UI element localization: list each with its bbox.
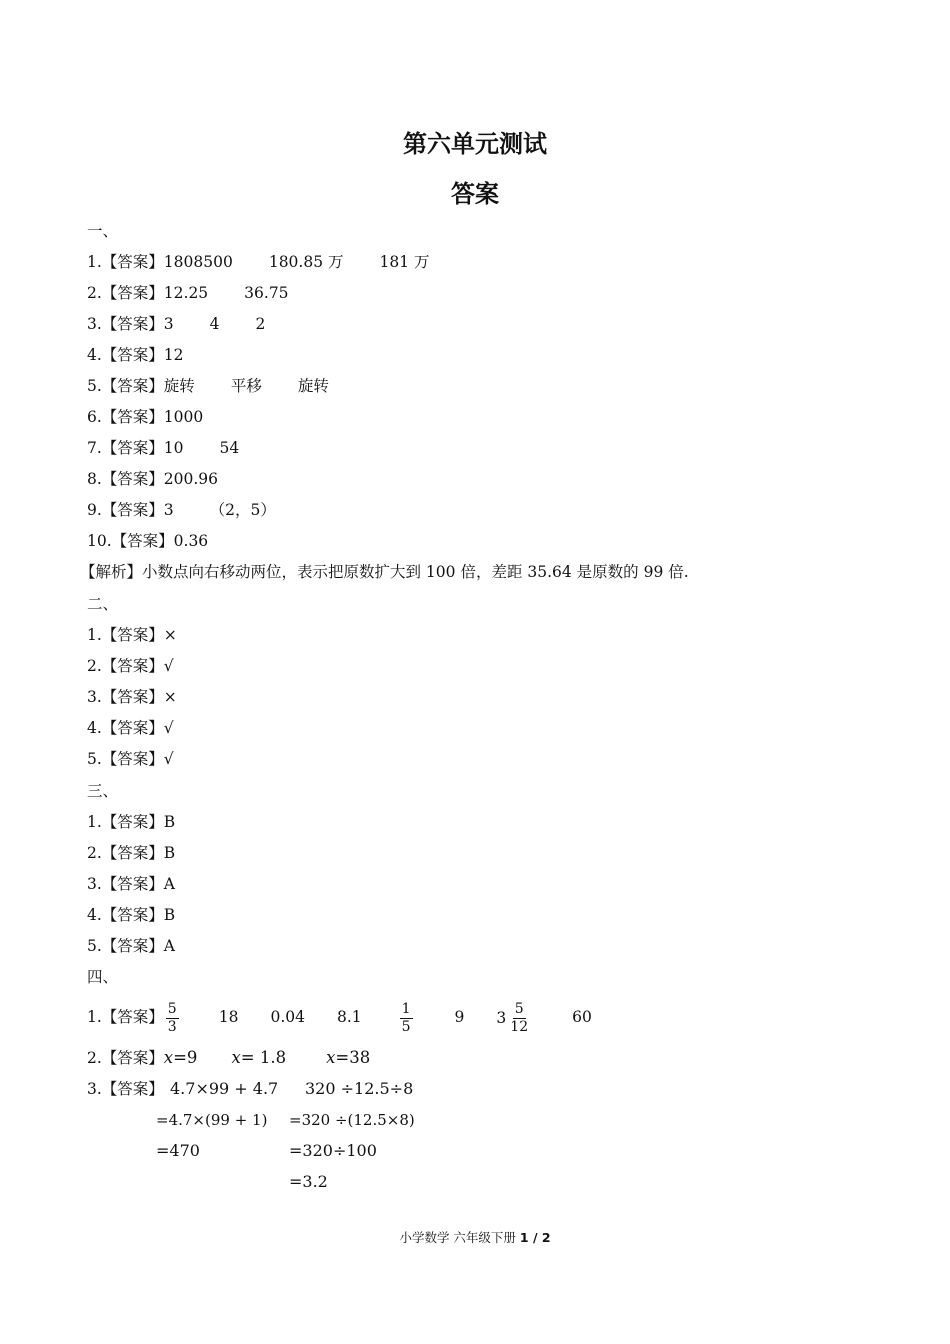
- answer-value: A: [163, 937, 175, 955]
- calc-left-step-2: =4.7×(99 + 1): [156, 1111, 268, 1129]
- answer-value: 54: [219, 439, 240, 457]
- answer-line-1-8: [87, 469, 218, 489]
- page-title: 第六单元测试: [403, 130, 547, 158]
- answer-line-4-2: [87, 1048, 370, 1068]
- answer-label: 1.【答案】: [87, 1008, 164, 1026]
- mixed-whole: 3: [496, 1009, 507, 1027]
- answer-line-2-1: [87, 625, 177, 645]
- calc-right-step-3: =320÷100: [289, 1141, 377, 1160]
- answer-value: =38: [335, 1048, 371, 1067]
- answer-value: 0.04: [270, 1008, 305, 1026]
- answer-value: √: [163, 750, 174, 768]
- answer-label: 3.【答案】: [87, 315, 164, 333]
- answer-value: √: [163, 719, 174, 737]
- section-heading-2: 二、: [87, 595, 119, 613]
- variable-x: x: [326, 1048, 336, 1067]
- answer-line-1-6: [87, 407, 203, 427]
- answer-line-1-7: [87, 438, 239, 458]
- answer-label: 8.【答案】: [87, 470, 164, 488]
- footer-text: 小学数学 六年级下册: [399, 1230, 520, 1245]
- answer-label: 9.【答案】: [87, 501, 164, 519]
- answer-value: B: [163, 813, 176, 831]
- answer-value: 旋转: [163, 377, 195, 395]
- answer-line-3-2: [87, 843, 175, 863]
- fraction-numerator: 5: [167, 1000, 177, 1017]
- answer-label: 10.【答案】: [87, 532, 174, 550]
- answer-value: 200.96: [163, 470, 219, 488]
- answer-label: 1.【答案】: [87, 253, 164, 271]
- answer-label: 2.【答案】: [87, 284, 164, 302]
- answer-label: 7.【答案】: [87, 439, 164, 457]
- answer-value: （2，5）: [209, 501, 276, 519]
- answer-value: 1808500: [163, 253, 233, 271]
- answer-line-1-5: [87, 376, 329, 396]
- fraction-denominator: 5: [401, 1018, 411, 1035]
- page-subtitle: 答案: [451, 180, 499, 208]
- answer-value: 1000: [163, 408, 204, 426]
- section-heading-3: 三、: [87, 782, 119, 800]
- answer-label: 6.【答案】: [87, 408, 164, 426]
- answer-line-1-1: [87, 252, 430, 272]
- fraction: [400, 1001, 413, 1036]
- answer-value: 旋转: [297, 377, 329, 395]
- answer-value: = 1.8: [240, 1048, 287, 1067]
- answer-value: 3: [163, 501, 174, 519]
- answer-line-1-3: [87, 314, 265, 334]
- answer-line-2-2: [87, 656, 174, 676]
- answer-value: 18: [218, 1008, 239, 1026]
- calc-left-step-3: =470: [156, 1141, 200, 1160]
- fraction: [508, 1001, 530, 1036]
- analysis-text: 【解析】小数点向右移动两位，表示把原数扩大到 100 倍，差距 35.64 是原数的 99 倍.: [80, 563, 689, 581]
- calc-right-step-4: =3.2: [289, 1172, 328, 1191]
- answer-label: 2.【答案】: [87, 1049, 164, 1067]
- page-footer: [0, 1228, 950, 1246]
- answer-line-1-2: [87, 283, 289, 303]
- answer-label: 5.【答案】: [87, 750, 164, 768]
- mixed-number: [496, 999, 532, 1037]
- answer-label: 1.【答案】: [87, 626, 164, 644]
- answer-value: 0.36: [173, 532, 209, 550]
- calc-right-step-1: 320 ÷12.5÷8: [305, 1079, 414, 1098]
- answer-value: =9: [173, 1048, 198, 1067]
- answer-label: 1.【答案】: [87, 813, 164, 831]
- answer-value: 平移: [230, 377, 262, 395]
- calc-left-step-1: 4.7×99 + 4.7: [170, 1079, 279, 1098]
- answer-label: 5.【答案】: [87, 377, 164, 395]
- answer-line-1-10: [87, 531, 208, 551]
- answer-line-3-5: [87, 936, 175, 956]
- answer-label: 3.【答案】: [87, 875, 164, 893]
- answer-value: 4: [209, 315, 220, 333]
- answer-label: 2.【答案】: [87, 844, 164, 862]
- page-number: 1 / 2: [519, 1230, 551, 1245]
- fraction-numerator: 1: [401, 1000, 411, 1017]
- answer-line-4-1: [87, 998, 592, 1037]
- answer-value: ×: [163, 688, 177, 706]
- answer-line-2-3: [87, 687, 177, 707]
- answer-value: 9: [454, 1008, 465, 1026]
- answer-label: 5.【答案】: [87, 937, 164, 955]
- answer-label: 4.【答案】: [87, 346, 164, 364]
- variable-x: x: [163, 1048, 174, 1067]
- answer-value: 10: [163, 439, 184, 457]
- variable-x: x: [231, 1048, 241, 1067]
- answer-label: 4.【答案】: [87, 719, 164, 737]
- answer-value: A: [163, 875, 175, 893]
- answer-line-1-9: [87, 500, 276, 520]
- fraction-denominator: 12: [510, 1018, 529, 1035]
- answer-value: 180.85 万: [268, 253, 344, 271]
- calc-right-step-2: =320 ÷(12.5×8): [289, 1111, 415, 1129]
- fraction-numerator: 5: [514, 1000, 524, 1017]
- answer-value: 12.25: [163, 284, 209, 302]
- answer-label: 4.【答案】: [87, 906, 164, 924]
- answer-value: 3: [163, 315, 174, 333]
- answer-value: 2: [255, 315, 266, 333]
- answer-value: ×: [163, 626, 177, 644]
- answer-value: B: [163, 906, 176, 924]
- answer-label-4-3: 3.【答案】: [87, 1080, 164, 1098]
- answer-value: 60: [572, 1008, 592, 1026]
- answer-line-2-4: [87, 718, 174, 738]
- answer-value: 12: [163, 346, 184, 364]
- fraction: [166, 1001, 179, 1036]
- answer-value: 181 万: [379, 253, 430, 271]
- answer-value: B: [163, 844, 176, 862]
- answer-label: 2.【答案】: [87, 657, 164, 675]
- answer-label: 3.【答案】: [87, 688, 164, 706]
- section-heading-1: 一、: [87, 222, 119, 240]
- answer-line-3-3: [87, 874, 175, 894]
- answer-line-1-4: [87, 345, 184, 365]
- section-heading-4: 四、: [87, 968, 119, 986]
- answer-line-2-5: [87, 749, 174, 769]
- answer-value: 8.1: [336, 1008, 362, 1026]
- fraction-denominator: 3: [167, 1018, 177, 1035]
- answer-value: √: [163, 657, 174, 675]
- answer-line-3-1: [87, 812, 175, 832]
- answer-line-3-4: [87, 905, 175, 925]
- answer-value: 36.75: [244, 284, 289, 302]
